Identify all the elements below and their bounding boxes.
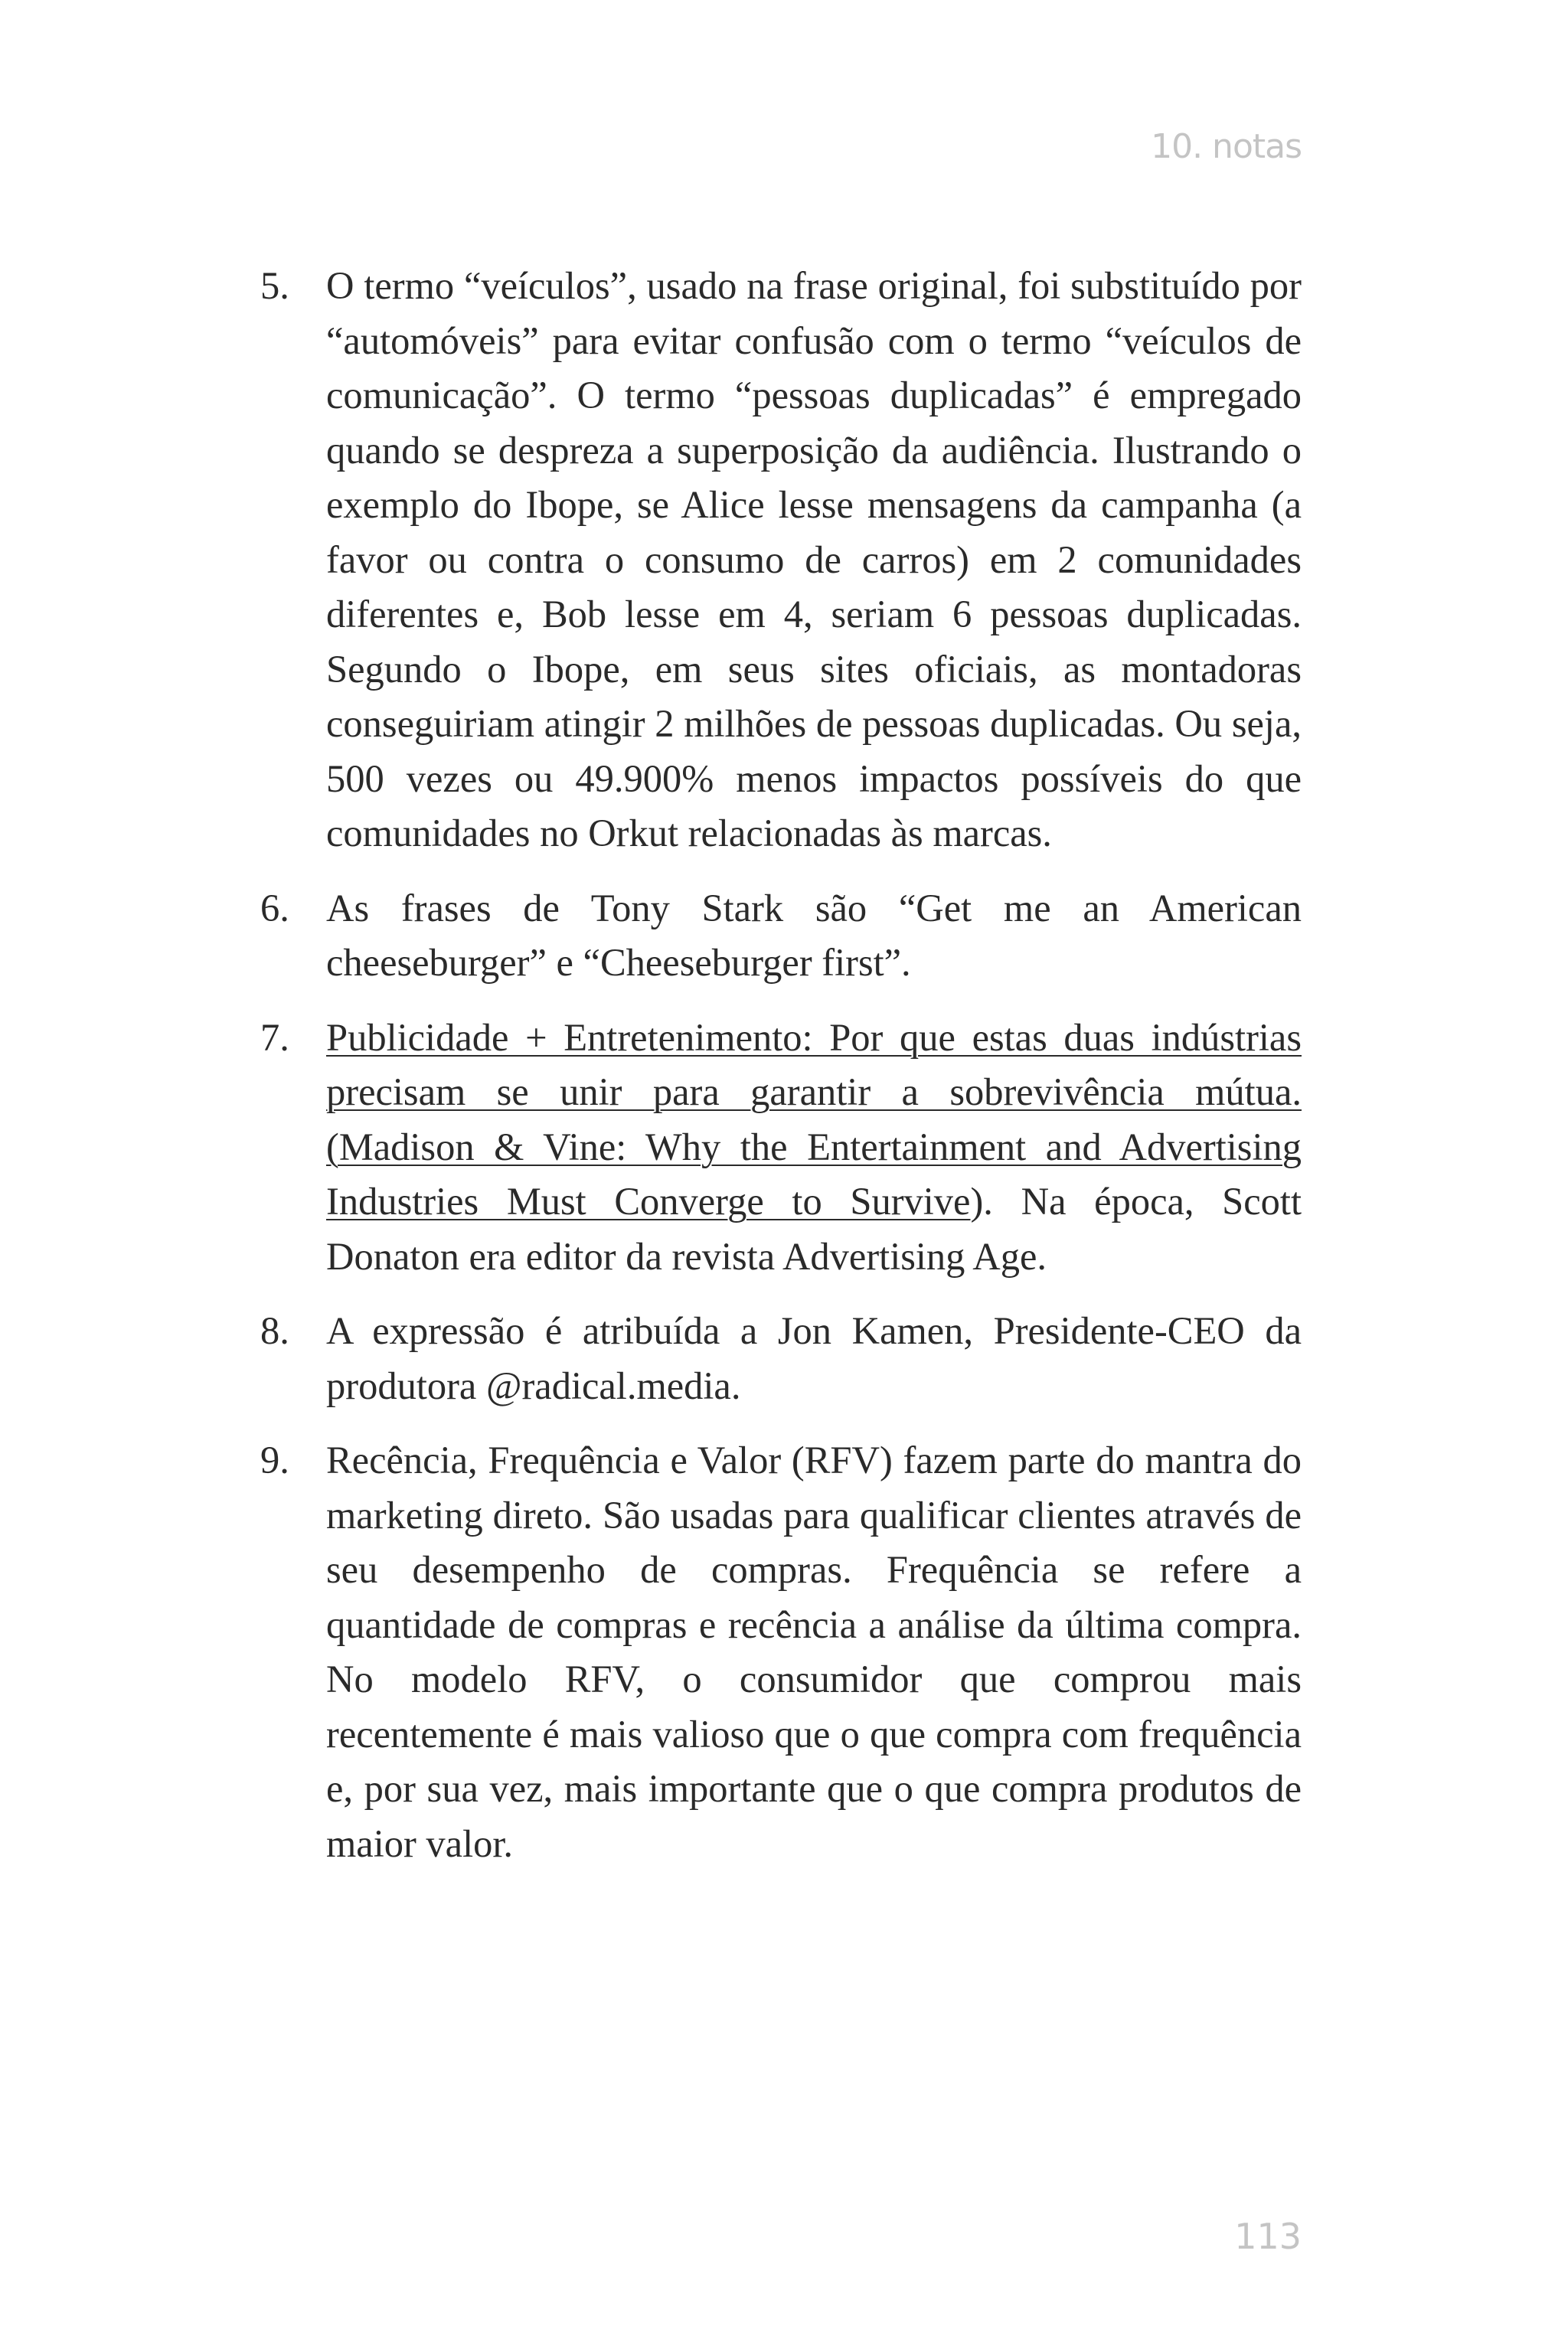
note-text: As frases de Tony Stark são “Get me an American cheeseburger” e “Cheeseburger first”. (326, 886, 1302, 984)
note-item (260, 881, 1302, 991)
note-text: A expressão é atribuída a Jon Kamen, Presidente-CEO da produtora @radical.media. (326, 1309, 1302, 1407)
page-number: 113 (1234, 2216, 1302, 2257)
note-text: O termo “veículos”, usado na frase original, foi substituído por “automóveis” para evitar confusão com o termo “veículos de comunicação”. O termo “pessoas duplicadas” é empregado quando se despreza a superposição da audiência. Ilustrando o exemplo do Ibope, se Alice lesse mensagens da campanha (a favor ou contra o consumo de carros) em 2 comunidades diferentes e, Bob lesse em 4, seriam 6 pessoas duplicadas. Segundo o Ibope, em seus sites oficiais, as montadoras conseguiriam atingir 2 milhões de pessoas duplicadas. Ou seja, 500 vezes ou 49.900% menos impactos possíveis do que comunidades no Orkut relacionadas às marcas. (326, 264, 1302, 854)
note-text-rest: ). Na época, Scott Donaton era editor da revista Advertising Age. (326, 1180, 1302, 1278)
running-head: 10. notas (1151, 127, 1302, 166)
note-item (260, 1304, 1302, 1413)
note-item (260, 1011, 1302, 1285)
note-number: 6. (260, 886, 289, 929)
note-number: 7. (260, 1015, 289, 1059)
book-title-underlined: Publicidade + Entretenimento: Por que estas duas indústrias precisam se unir para garantir a sobrevivência mútua. (Madison & Vine: Why the Entertainment and Advertising Industries Must Converge to Survive (326, 1015, 1302, 1223)
note-text: Recência, Frequência e Valor (RFV) fazem parte do mantra do marketing direto. São usadas para qualificar clientes através de seu desempenho de compras. Frequência se refere a quantidade de compras e recência a análise da última compra. No modelo RFV, o consumidor que comprou mais recentemente é mais valioso que o que compra com frequência e, por sua vez, mais importante que o que compra produtos de maior valor. (326, 1439, 1302, 1865)
notes-list (260, 259, 1302, 1891)
note-item (260, 1433, 1302, 1871)
note-number: 5. (260, 264, 289, 307)
note-text (326, 1011, 1302, 1285)
note-number: 9. (260, 1439, 289, 1481)
note-number: 8. (260, 1309, 289, 1352)
note-item (260, 259, 1302, 861)
